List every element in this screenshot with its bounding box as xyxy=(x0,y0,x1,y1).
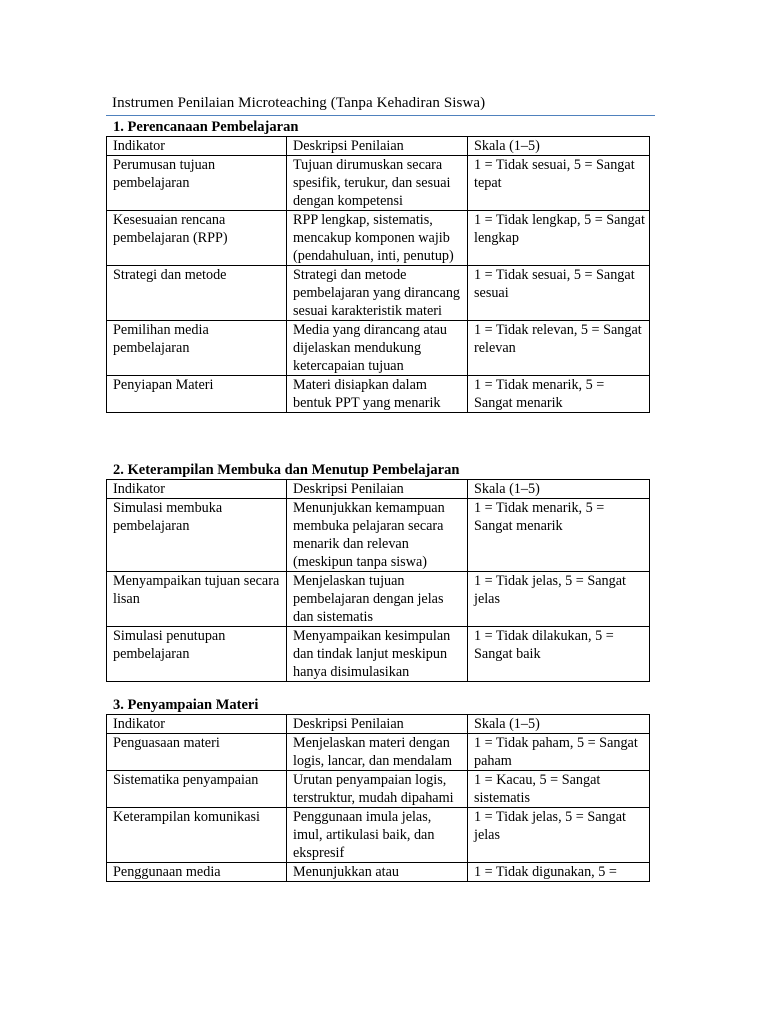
document-title: Instrumen Penilaian Microteaching (Tanpa Kehadiran Siswa) xyxy=(112,95,486,111)
header-indicator: Indikator xyxy=(107,480,287,499)
cell-description: Penggunaan imula jelas, imul, artikulasi baik, dan ekspresif xyxy=(287,808,468,863)
rubric-table xyxy=(106,136,650,413)
section-heading: 3. Penyampaian Materi xyxy=(113,697,259,713)
cell-description: Materi disiapkan dalam bentuk PPT yang menarik xyxy=(287,376,468,413)
cell-indicator: Penguasaan materi xyxy=(107,734,287,771)
table-header-row xyxy=(107,715,650,734)
cell-indicator: Simulasi penutupan pembelajaran xyxy=(107,627,287,682)
cell-indicator: Simulasi membuka pembelajaran xyxy=(107,499,287,572)
table-header-row xyxy=(107,137,650,156)
cell-description: Menunjukkan atau xyxy=(287,863,468,882)
table-row xyxy=(107,321,650,376)
cell-indicator: Sistematika penyampaian xyxy=(107,771,287,808)
cell-scale: 1 = Tidak sesuai, 5 = Sangat tepat xyxy=(468,156,650,211)
cell-indicator: Strategi dan metode xyxy=(107,266,287,321)
table-row xyxy=(107,266,650,321)
header-description: Deskripsi Penilaian xyxy=(287,480,468,499)
table-row xyxy=(107,627,650,682)
cell-indicator: Penyiapan Materi xyxy=(107,376,287,413)
header-scale: Skala (1–5) xyxy=(468,137,650,156)
cell-scale: 1 = Tidak relevan, 5 = Sangat relevan xyxy=(468,321,650,376)
rubric-table xyxy=(106,479,650,682)
cell-indicator: Penggunaan media xyxy=(107,863,287,882)
section-heading: 1. Perencanaan Pembelajaran xyxy=(113,119,299,135)
section-penyampaian-materi xyxy=(106,696,649,882)
table-header-row xyxy=(107,480,650,499)
table-row xyxy=(107,499,650,572)
table-row xyxy=(107,376,650,413)
cell-scale: 1 = Kacau, 5 = Sangat sistematis xyxy=(468,771,650,808)
cell-indicator: Menyampaikan tujuan secara lisan xyxy=(107,572,287,627)
header-scale: Skala (1–5) xyxy=(468,480,650,499)
header-description: Deskripsi Penilaian xyxy=(287,715,468,734)
title-underline xyxy=(106,115,655,116)
cell-scale: 1 = Tidak menarik, 5 = Sangat menarik xyxy=(468,499,650,572)
cell-indicator: Perumusan tujuan pembelajaran xyxy=(107,156,287,211)
table-row xyxy=(107,156,650,211)
cell-description: RPP lengkap, sistematis, mencakup komponen wajib (pendahuluan, inti, penutup) xyxy=(287,211,468,266)
cell-description: Menjelaskan tujuan pembelajaran dengan jelas dan sistematis xyxy=(287,572,468,627)
header-indicator: Indikator xyxy=(107,137,287,156)
cell-description: Strategi dan metode pembelajaran yang dirancang sesuai karakteristik materi xyxy=(287,266,468,321)
cell-description: Urutan penyampaian logis, terstruktur, mudah dipahami xyxy=(287,771,468,808)
cell-indicator: Pemilihan media pembelajaran xyxy=(107,321,287,376)
cell-description: Menjelaskan materi dengan logis, lancar, dan mendalam xyxy=(287,734,468,771)
cell-description: Menyampaikan kesimpulan dan tindak lanjut meskipun hanya disimulasikan xyxy=(287,627,468,682)
table-row xyxy=(107,572,650,627)
header-description: Deskripsi Penilaian xyxy=(287,137,468,156)
header-indicator: Indikator xyxy=(107,715,287,734)
cell-scale: 1 = Tidak dilakukan, 5 = Sangat baik xyxy=(468,627,650,682)
cell-description: Media yang dirancang atau dijelaskan mendukung ketercapaian tujuan xyxy=(287,321,468,376)
cell-scale: 1 = Tidak lengkap, 5 = Sangat lengkap xyxy=(468,211,650,266)
header-scale: Skala (1–5) xyxy=(468,715,650,734)
cell-description: Tujuan dirumuskan secara spesifik, terukur, dan sesuai dengan kompetensi xyxy=(287,156,468,211)
table-row xyxy=(107,211,650,266)
table-row xyxy=(107,808,650,863)
cell-scale: 1 = Tidak digunakan, 5 = xyxy=(468,863,650,882)
cell-description: Menunjukkan kemampuan membuka pelajaran secara menarik dan relevan (meskipun tanpa siswa) xyxy=(287,499,468,572)
cell-scale: 1 = Tidak menarik, 5 = Sangat menarik xyxy=(468,376,650,413)
cell-scale: 1 = Tidak jelas, 5 = Sangat jelas xyxy=(468,808,650,863)
section-perencanaan xyxy=(106,118,649,413)
cell-scale: 1 = Tidak jelas, 5 = Sangat jelas xyxy=(468,572,650,627)
table-row-truncated xyxy=(107,863,650,882)
cell-indicator: Kesesuaian rencana pembelajaran (RPP) xyxy=(107,211,287,266)
table-row xyxy=(107,771,650,808)
rubric-table xyxy=(106,714,650,882)
cell-scale: 1 = Tidak paham, 5 = Sangat paham xyxy=(468,734,650,771)
section-membuka-menutup xyxy=(106,461,649,682)
table-row xyxy=(107,734,650,771)
cell-indicator: Keterampilan komunikasi xyxy=(107,808,287,863)
cell-scale: 1 = Tidak sesuai, 5 = Sangat sesuai xyxy=(468,266,650,321)
section-heading: 2. Keterampilan Membuka dan Menutup Pembelajaran xyxy=(113,462,460,478)
